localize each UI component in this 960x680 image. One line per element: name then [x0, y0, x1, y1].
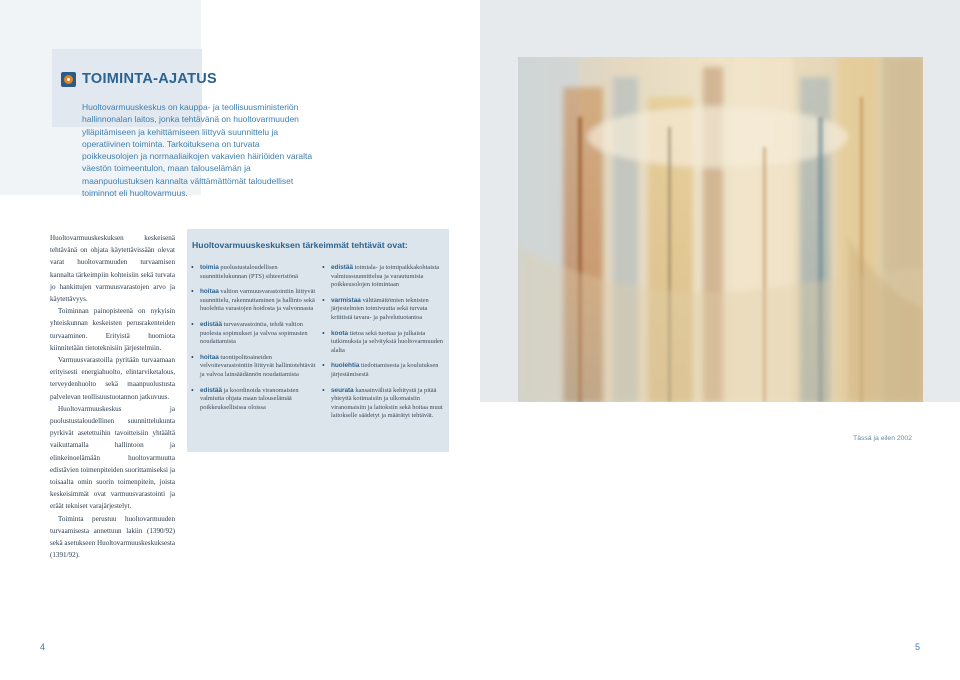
- tasks-column-left: [191, 264, 316, 419]
- task-text: toimiala- ja toimipaikkakohtaista valmiussuunnittelua ja varautumista poikkeusolojen toimintaan: [331, 264, 440, 289]
- page-number-left: 4: [40, 642, 46, 652]
- task-item: [322, 264, 447, 290]
- task-text: tiedottamisesta ja koulutuksen järjestämisestä: [331, 362, 439, 378]
- task-keyword: edistää: [331, 264, 354, 271]
- body-paragraph: Huoltovarmuuskeskus ja puolustustaloudellinen suunnittelukunta pyrkivät asetettuihin tavoitteisiin yhtäältä vaikuttamalla hallintoon ja elinkeinoelämään huoltovarmuutta edistävien toimenpiteiden suorittamiseksi ja toisaalta omin suorin toimenpitein, joista keskeisimmät ovat varmuusvarastointi ja eräät tekniset varajärjestelyt.: [50, 404, 175, 511]
- task-item: [191, 354, 316, 380]
- task-text: välttämättömien teknisten järjestelmien toimivuutta sekä turvata kriittistä tavara- ja palvelutuotantoa: [331, 296, 429, 321]
- tasks-column-right: [322, 264, 447, 428]
- task-text: tuontipolttoaineiden velvoitevarastointiin liittyvät hallintotehtävät ja valvoa lainsäädännön noudattamista: [200, 353, 316, 378]
- task-keyword: edistää: [200, 386, 223, 394]
- task-text: puolustustaloudellisen suunnittelukunnan (PTS) sihteeristönä: [200, 264, 298, 280]
- body-paragraph: Toiminnan painopisteenä on nykyisin yhteiskunnan keskeisten perusrakenteiden turvaaminen. Erityistä huomiota kiinnitetään tietoteknisiin järjestelmiin.: [50, 307, 175, 352]
- body-paragraph: Huoltovarmuuskeskuksen keskeisenä tehtävänä on ohjata käytettävissään olevat varat huoltovarmuuden turvaamisen kannalta tärkeimpiin kohteisiin sekä turvata jo hankittujen varmuusvarastojen arvo ja käytettävyys.: [50, 234, 175, 304]
- task-keyword: hoitaa: [200, 353, 219, 361]
- task-text: turvavarastointia, tehdä valtion puolesta sopimukset ja valvoa sopimusten noudattamista: [200, 320, 308, 346]
- task-item: [191, 264, 316, 281]
- task-keyword: varmistaa: [331, 296, 361, 304]
- task-text: valtion varmuusvarastointiin liittyvät suunnittelu, rakennuttaminen ja hallinto sekä huolehtia varastojen hoidosta ja valvonnasta: [200, 288, 316, 313]
- task-item: [322, 387, 447, 421]
- page-number-right: 5: [914, 642, 920, 652]
- task-item: [322, 330, 447, 356]
- task-keyword: hoitaa: [200, 288, 219, 296]
- task-keyword: toimia: [200, 264, 219, 271]
- task-text: kansainvälistä kehitystä ja pitää yhteyttä kotimaisiin ja ulkomaisiin viranomaisiin ja laitoksiin sekä hoitaa muut laitokselle säädetyt ja määrätyt tehtävät.: [331, 386, 443, 420]
- task-item: [191, 387, 316, 413]
- body-text-column: [50, 232, 175, 561]
- task-item: [322, 362, 447, 379]
- task-keyword: seurata: [331, 386, 354, 394]
- body-paragraph: Toiminta perustuu huoltovarmuuden turvaamisesta annettuun lakiin (1390/92) sekä asetukseen Huoltovarmuuskeskuksesta (1391/92).: [50, 514, 175, 560]
- task-text: ja koordinoida viranomaisten valmiutta ohjata maan talouselämää poikkeuksellisissa oloissa: [200, 386, 299, 411]
- task-item: [191, 321, 316, 347]
- task-text: tietoa sekä tuottaa ja julkaista tutkimuksia ja selvityksiä huoltovarmuuden alalta: [331, 329, 443, 354]
- painting-image: [518, 57, 923, 402]
- task-keyword: huolehtia: [331, 362, 360, 370]
- task-keyword: edistää: [200, 320, 223, 328]
- artwork-panel: [480, 0, 960, 402]
- task-item: [322, 297, 447, 323]
- task-keyword: koota: [331, 329, 349, 337]
- tasks-box: [187, 229, 449, 452]
- task-item: [191, 288, 316, 314]
- tasks-title: Huoltovarmuuskeskuksen tärkeimmät tehtävät ovat:: [192, 240, 408, 250]
- image-caption: Tässä ja eilen 2002: [853, 435, 912, 442]
- body-paragraph: Varmuusvarastoilla pyritään turvaamaan erityisesti energiahuolto, elintarviketalous, terveydenhuolto sekä maanpuolustusta palvelevan teollisuustuotannon jatkuvuus.: [50, 356, 175, 401]
- page-title: TOIMINTA-AJATUS: [82, 71, 217, 87]
- logo-icon: [61, 72, 76, 87]
- intro-text: Huoltovarmuuskeskus on kauppa- ja teollisuusministeriön hallinnonalan laitos, jonka tehtävänä on huoltovarmuuden ylläpitämiseen ja kehittämiseen liittyvä suunnittelu ja operatiivinen toiminta. Tarkoituksena on turvata poikkeusolojen ja normaaliaikojen vakavien häiriöiden varalta väestön toimeentulon, maan talouselämän ja maanpuolustuksen kannalta välttämättömät taloudelliset toiminnot eli huoltovarmuus.: [82, 102, 313, 199]
